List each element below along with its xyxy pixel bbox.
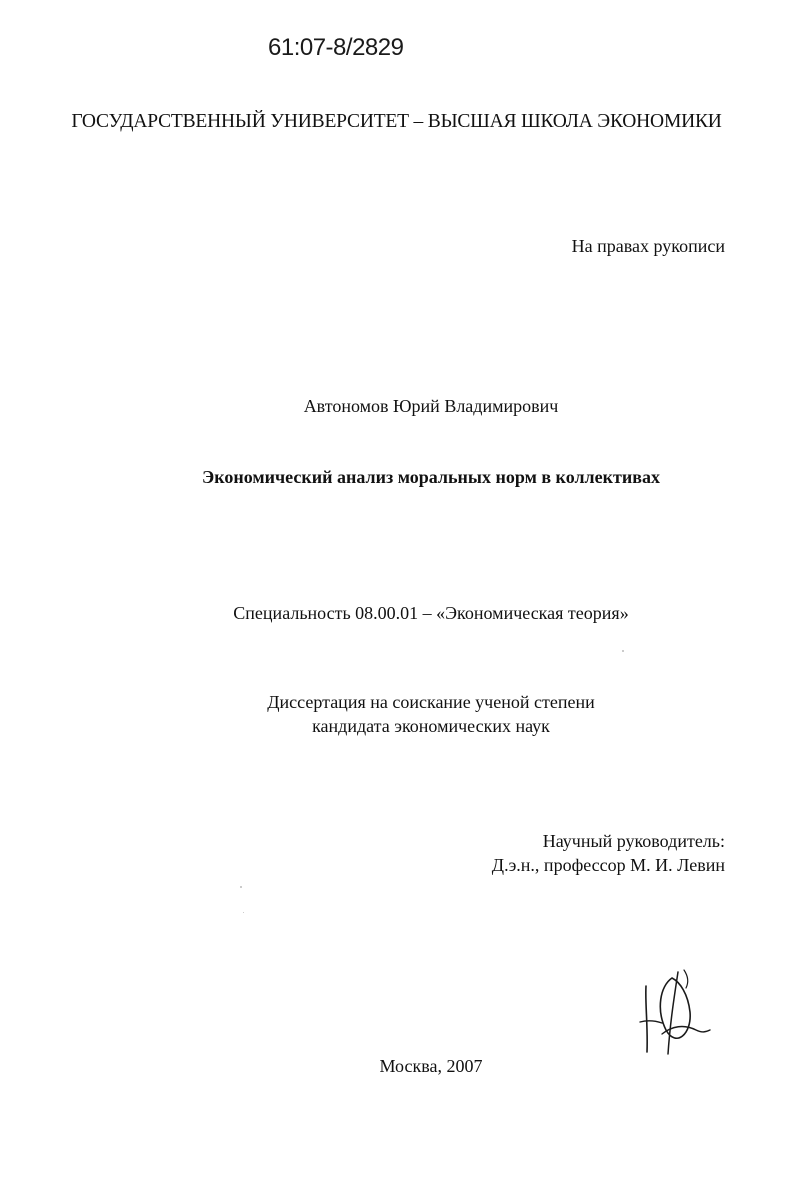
scan-speck [240, 886, 242, 888]
specialty-line: Специальность 08.00.01 – «Экономическая теория» [233, 603, 629, 623]
handwritten-signature-icon [636, 968, 716, 1056]
author-name: Автономов Юрий Владимирович [303, 396, 559, 416]
scan-speck [622, 650, 624, 652]
dissertation-type-line-1: Диссертация на соискание ученой степени [267, 692, 595, 712]
supervisor-label: Научный руководитель: [542, 831, 725, 851]
manuscript-rights-note: На правах рукописи [571, 236, 725, 256]
dissertation-title: Экономический анализ моральных норм в коллективах [202, 467, 660, 487]
scan-speck [243, 912, 244, 913]
university-name: ГОСУДАРСТВЕННЫЙ УНИВЕРСИТЕТ – ВЫСШАЯ ШКОЛА ЭКОНОМИКИ [71, 111, 722, 132]
city-year: Москва, 2007 [379, 1056, 483, 1076]
dissertation-type-line-2: кандидата экономических наук [312, 716, 550, 736]
supervisor-name: Д.э.н., профессор М. И. Левин [491, 855, 725, 875]
archive-stamp-code: 61:07-8/2829 [268, 34, 404, 61]
